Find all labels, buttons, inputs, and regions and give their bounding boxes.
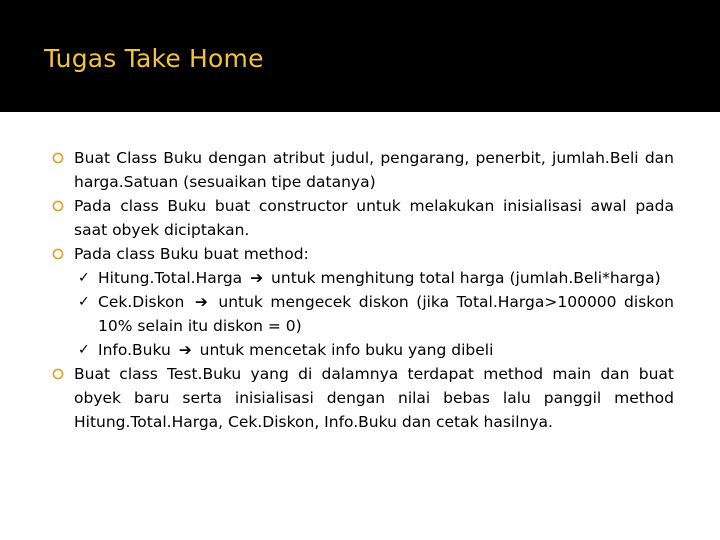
circle-bullet-icon [52,368,64,380]
arrow-right-icon: ➔ [194,293,208,311]
bullet-text: Pada class Buku buat constructor untuk melakukan inisialisasi awal pada saat obyek diciptakan. [74,197,674,239]
title-bar [0,0,720,112]
arrow-right-icon: ➔ [250,269,264,287]
sub-item-text: untuk mencetak info buku yang dibeli [199,341,494,359]
bullet-text: Buat class Test.Buku yang di dalamnya terdapat method main dan buat obyek baru serta inisialisasi dengan nilai bebas lalu panggil method Hitung.Total.Harga, Cek.Diskon, Info.Buku dan cetak hasilnya. [74,365,674,431]
method-name: Hitung.Total.Harga [98,269,243,287]
slide-content [52,146,674,434]
bullet-text: Buat Class Buku dengan atribut judul, pengarang, penerbit, jumlah.Beli dan harga.Satuan (sesuaikan tipe datanya) [74,149,674,191]
slide-title: Tugas Take Home [44,44,264,73]
checkmark-icon: ✓ [78,342,90,358]
sub-item-text: untuk menghitung total harga (jumlah.Beli*harga) [271,269,661,287]
circle-bullet-icon [52,152,64,164]
checkmark-icon: ✓ [78,294,90,310]
sub-item-cek-diskon [52,290,674,338]
bullet-item-4 [52,362,674,434]
circle-bullet-icon [52,248,64,260]
bullet-item-1 [52,146,674,194]
arrow-right-icon: ➔ [178,341,192,359]
bullet-item-2 [52,194,674,242]
circle-bullet-icon [52,200,64,212]
bullet-item-3 [52,242,674,266]
sub-item-hitung-total-harga [52,266,674,290]
method-name: Info.Buku [98,341,171,359]
sub-item-info-buku [52,338,674,362]
checkmark-icon: ✓ [78,270,90,286]
sub-item-text: untuk mengecek diskon (jika Total.Harga>100000 diskon 10% selain itu diskon = 0) [98,293,674,335]
method-name: Cek.Diskon [98,293,185,311]
bullet-text: Pada class Buku buat method: [74,245,309,263]
